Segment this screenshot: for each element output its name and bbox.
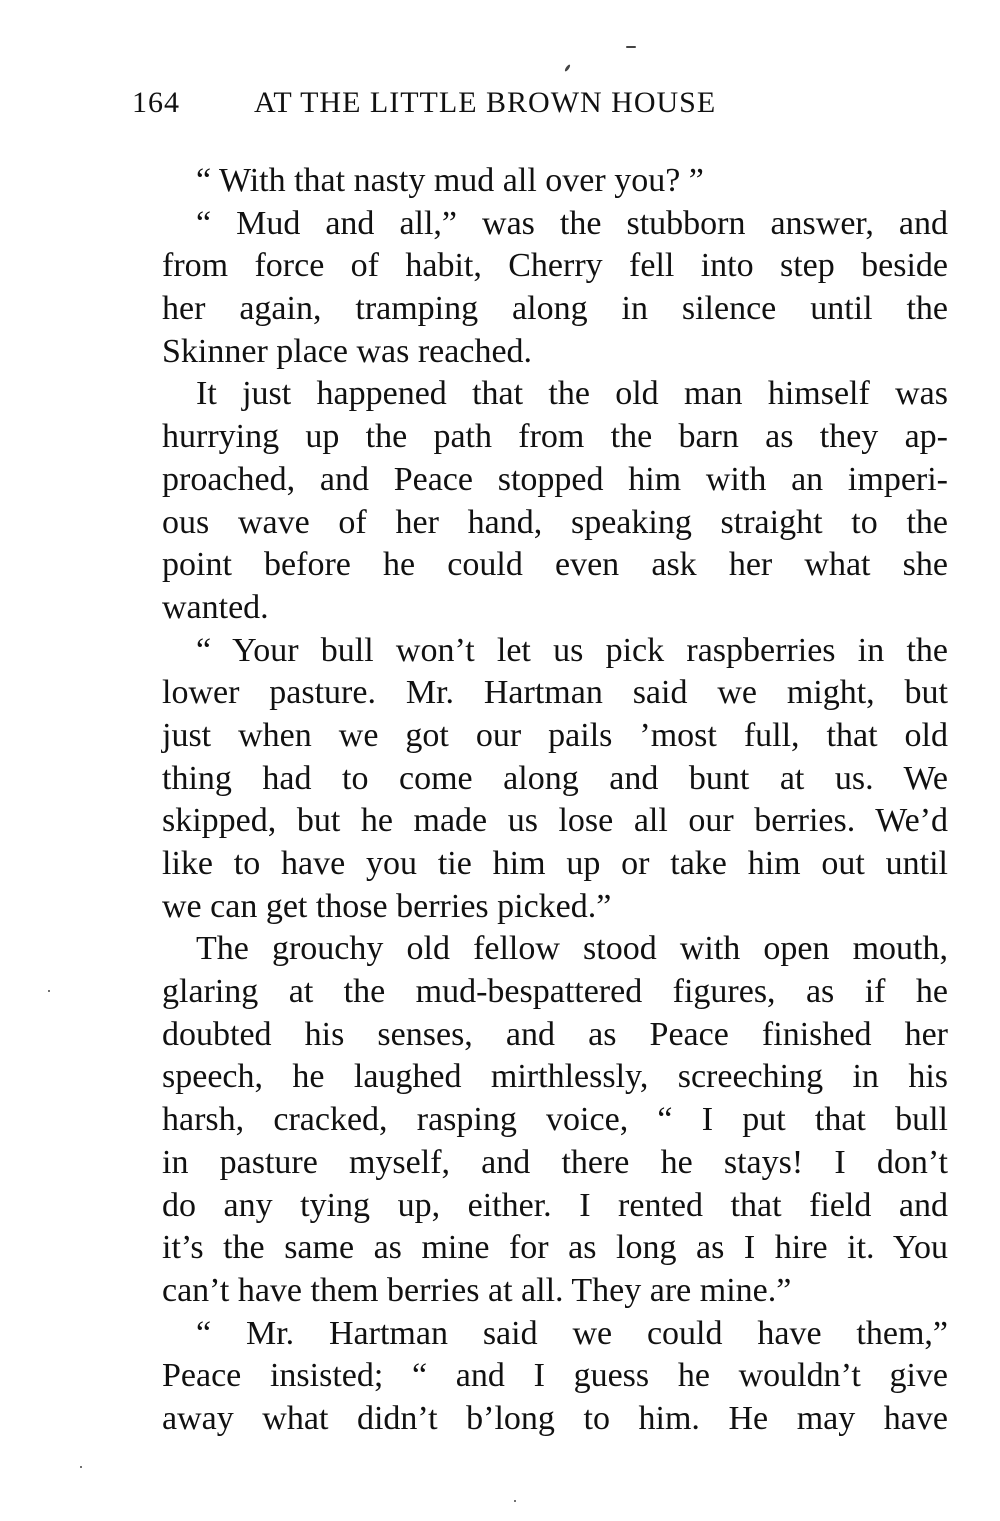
- text-line: The grouchy old fellow stood with open mouth,: [196, 930, 948, 968]
- paragraph: [128, 160, 948, 203]
- text-line: It just happened that the old man himself was: [196, 375, 948, 413]
- text-line: from force of habit, Cherry fell into step beside: [162, 247, 948, 285]
- text-line: we can get those berries picked.”: [162, 887, 612, 925]
- text-line: thing had to come along and bunt at us. We: [162, 759, 948, 797]
- text-line: Skinner place was reached.: [162, 332, 533, 370]
- scan-speck: [564, 64, 571, 72]
- text-line: proached, and Peace stopped him with an imperi-: [162, 460, 948, 498]
- text-line: ous wave of her hand, speaking straight to the: [162, 503, 948, 541]
- book-title: AT THE LITTLE BROWN HOUSE: [254, 86, 717, 119]
- text-line: Peace insisted; “ and I guess he wouldn’t give: [162, 1357, 948, 1395]
- text-line: “ Mr. Hartman said we could have them,”: [196, 1314, 948, 1352]
- paragraph: [128, 928, 948, 1312]
- scan-speck: [626, 46, 636, 48]
- text-line: glaring at the mud-bespattered figures, as if he: [162, 973, 948, 1011]
- text-line: doubted his senses, and as Peace finished her: [162, 1015, 948, 1053]
- text-line: speech, he laughed mirthlessly, screeching in his: [162, 1058, 948, 1096]
- text-line: hurrying up the path from the barn as they ap-: [162, 418, 948, 456]
- text-line: do any tying up, either. I rented that field and: [162, 1186, 948, 1224]
- body-text: [128, 160, 948, 1441]
- text-line: can’t have them berries at all. They are mine.”: [162, 1271, 792, 1309]
- paragraph: [128, 203, 948, 374]
- text-line: away what didn’t b’long to him. He may have: [162, 1399, 948, 1437]
- text-line: “ Mud and all,” was the stubborn answer, and: [196, 204, 948, 242]
- text-line: “ Your bull won’t let us pick raspberries in the: [196, 631, 948, 669]
- scan-speck: [48, 990, 50, 992]
- scan-speck: [80, 1466, 82, 1468]
- scan-speck: [514, 1500, 516, 1502]
- text-line: skipped, but he made us lose all our berries. We’d: [162, 802, 948, 840]
- paragraph: [128, 373, 948, 629]
- text-line: harsh, cracked, rasping voice, “ I put that bull: [162, 1101, 948, 1139]
- text-line: wanted.: [162, 588, 269, 626]
- paragraph: [128, 630, 948, 929]
- running-head: [132, 86, 822, 130]
- text-line: “ With that nasty mud all over you? ”: [196, 162, 704, 199]
- text-line: her again, tramping along in silence until the: [162, 290, 948, 328]
- text-line: point before he could even ask her what she: [162, 546, 948, 584]
- paragraph: [128, 1313, 948, 1441]
- text-line: lower pasture. Mr. Hartman said we might, but: [162, 674, 948, 712]
- text-line: in pasture myself, and there he stays! I don’t: [162, 1143, 948, 1181]
- text-line: it’s the same as mine for as long as I hire it. You: [162, 1229, 948, 1267]
- page-number: 164: [132, 86, 180, 119]
- text-line: like to have you tie him up or take him out until: [162, 845, 948, 882]
- text-line: just when we got our pails ’most full, that old: [162, 716, 948, 754]
